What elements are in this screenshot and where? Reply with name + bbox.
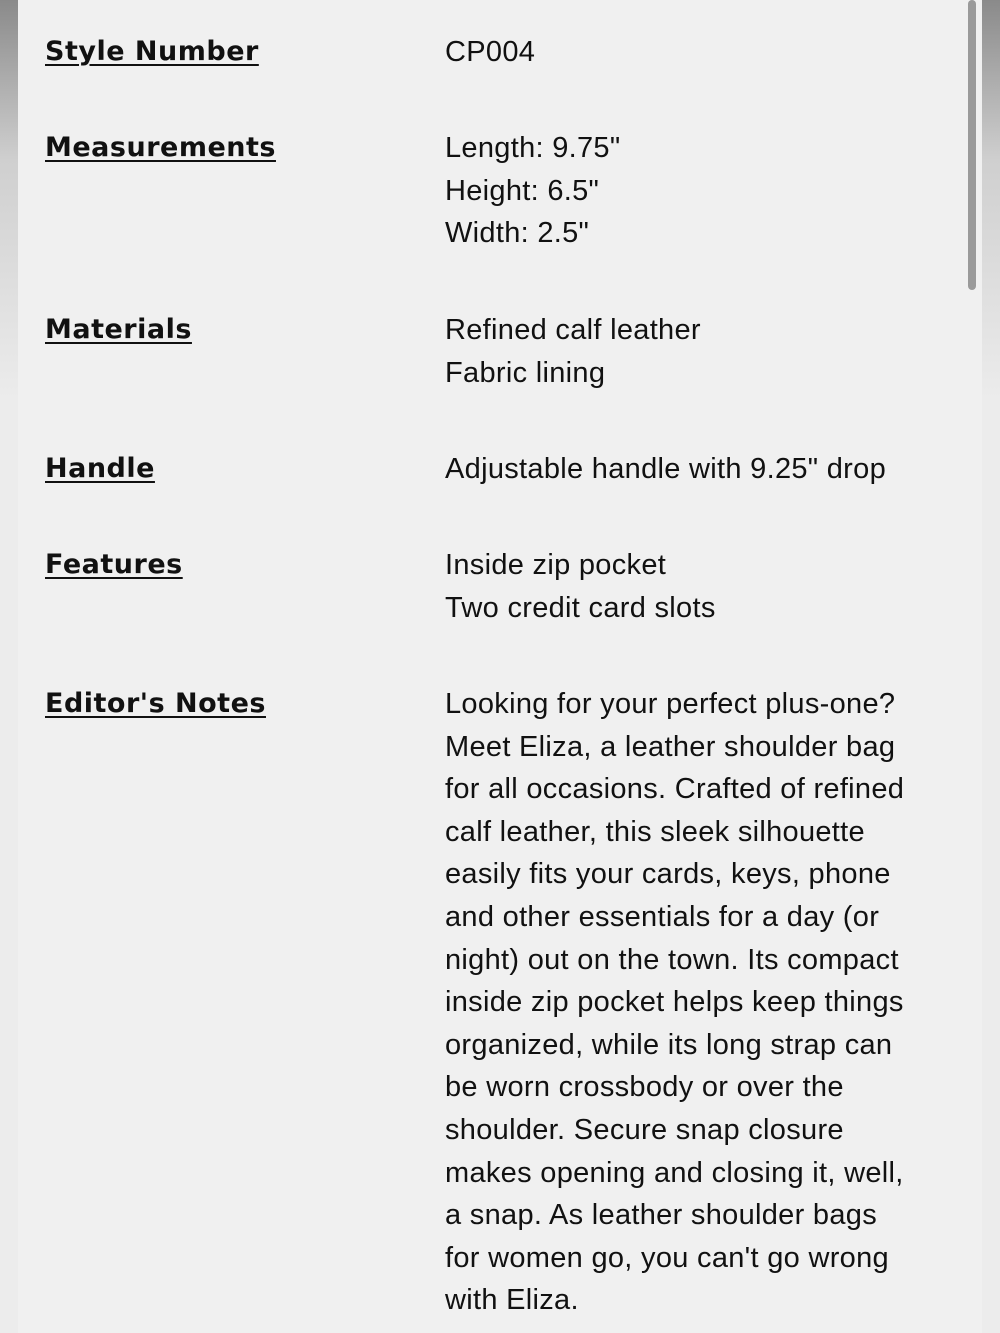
notes-line: be worn crossbody or over the	[445, 1071, 844, 1104]
material-item: Refined calf leather	[445, 314, 701, 346]
handle-values	[445, 448, 965, 491]
handle-text: Adjustable handle with 9.25" drop	[445, 453, 886, 485]
notes-line: shoulder. Secure snap closure	[445, 1113, 844, 1146]
notes-line: easily fits your cards, keys, phone	[445, 858, 891, 891]
notes-line: for women go, you can't go wrong	[445, 1241, 889, 1274]
material-item: Fabric lining	[445, 356, 606, 389]
feature-item: Two credit card slots	[445, 591, 716, 624]
editors-notes-label: Editor's Notes	[45, 688, 266, 719]
measurements-values	[445, 127, 965, 255]
product-details-panel	[18, 0, 982, 1333]
notes-line: organized, while its long strap can	[445, 1028, 893, 1061]
notes-line: inside zip pocket helps keep things	[445, 986, 904, 1019]
right-edge-shadow	[982, 0, 1000, 1333]
notes-line: Looking for your perfect plus-one?	[445, 688, 896, 720]
measurements-label: Measurements	[45, 132, 276, 163]
measurement-height: Height: 6.5"	[445, 174, 600, 207]
materials-label: Materials	[45, 314, 192, 345]
style-number-label: Style Number	[45, 36, 259, 67]
style-number-text: CP004	[445, 36, 536, 68]
editors-notes-text	[445, 683, 965, 1322]
notes-line: Meet Eliza, a leather shoulder bag	[445, 730, 896, 763]
scrollbar-thumb[interactable]	[968, 0, 976, 290]
left-edge-shadow	[0, 0, 18, 1333]
measurement-length: Length: 9.75"	[445, 132, 621, 164]
materials-values	[445, 309, 965, 394]
style-number-value	[445, 31, 965, 74]
notes-line: night) out on the town. Its compact	[445, 943, 899, 976]
notes-line: and other essentials for a day (or	[445, 900, 880, 933]
feature-item: Inside zip pocket	[445, 549, 667, 581]
features-values	[445, 544, 965, 629]
notes-line: calf leather, this sleek silhouette	[445, 815, 865, 848]
notes-line: a snap. As leather shoulder bags	[445, 1199, 877, 1232]
handle-label: Handle	[45, 453, 155, 484]
notes-line: makes opening and closing it, well,	[445, 1156, 904, 1189]
notes-line: with Eliza.	[445, 1284, 579, 1317]
features-label: Features	[45, 549, 183, 580]
measurement-width: Width: 2.5"	[445, 217, 590, 250]
notes-line: for all occasions. Crafted of refined	[445, 773, 905, 806]
